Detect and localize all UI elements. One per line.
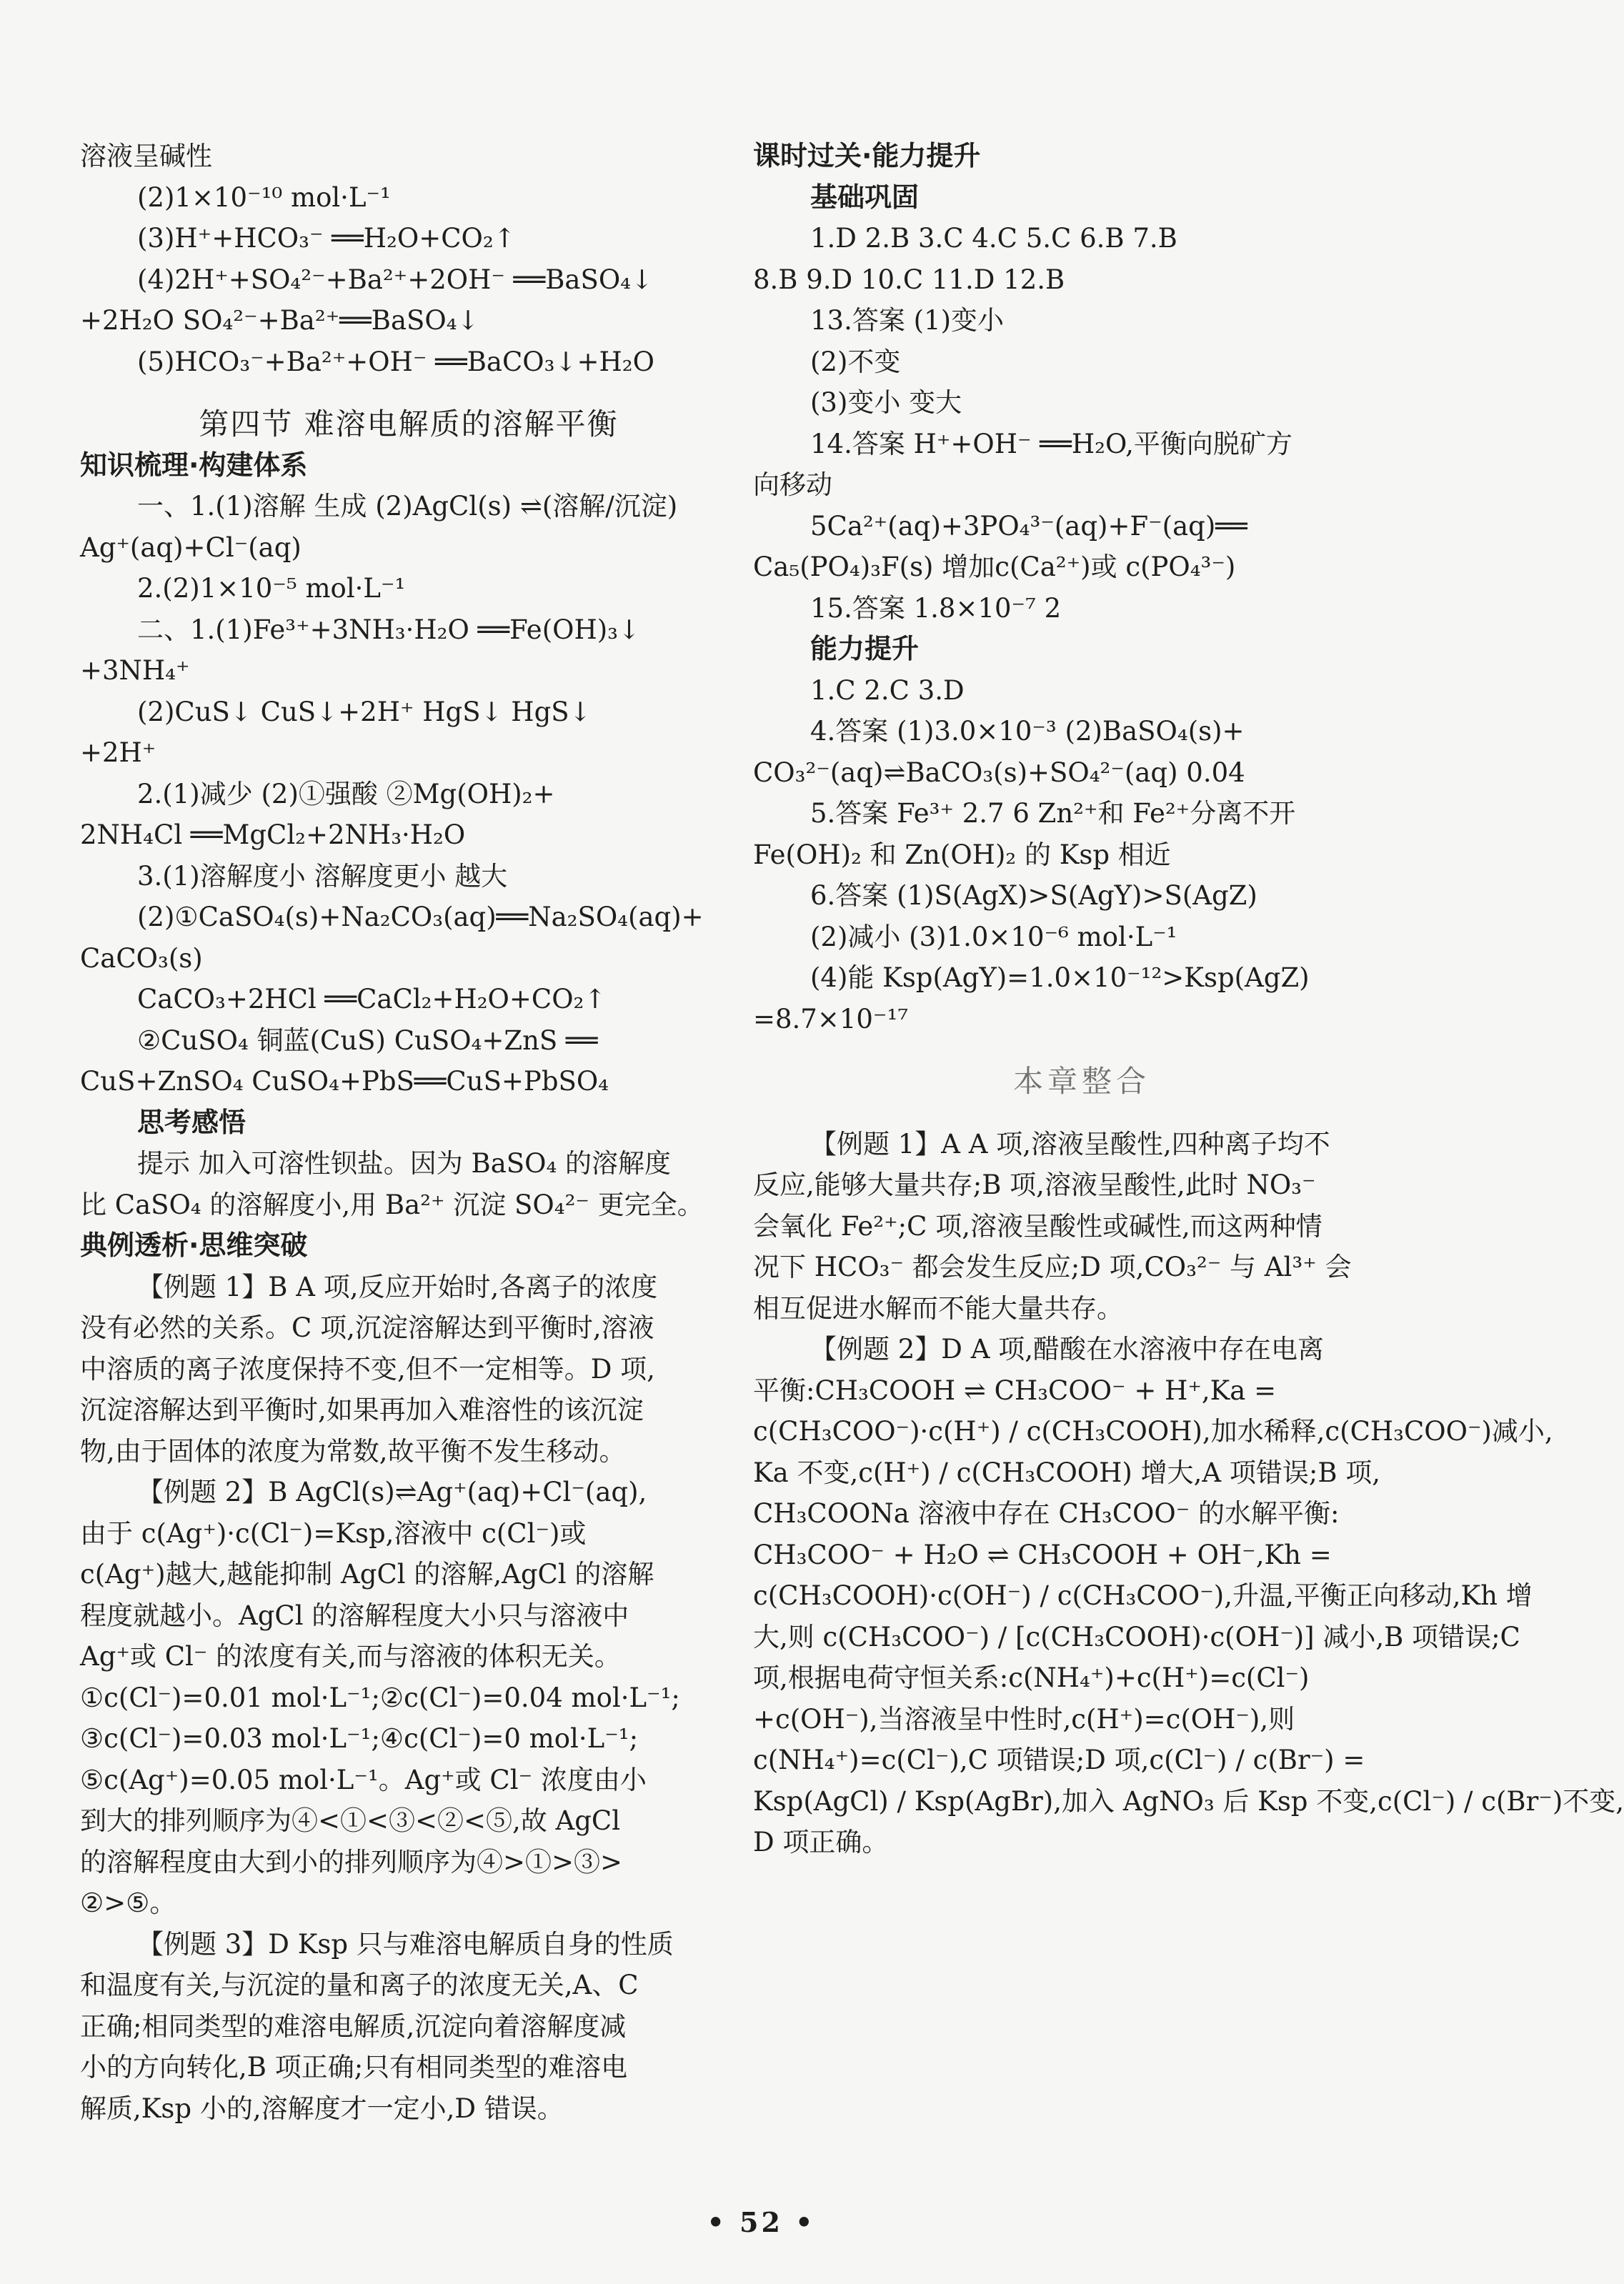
text-line: 解质,Ksp 小的,溶解度才一定小,D 错误。 — [80, 2093, 564, 2124]
text-line: (2)①CaSO₄(s)+Na₂CO₃(aq)══Na₂SO₄(aq)+ — [137, 902, 704, 932]
text-line: Ka 不变,c(H⁺) / c(CH₃COOH) 增大,A 项错误;B 项, — [753, 1457, 1381, 1488]
text-line: 13.答案 (1)变小 — [810, 305, 1005, 336]
text-line: 比 CaSO₄ 的溶解度小,用 Ba²⁺ 沉淀 SO₄²⁻ 更完全。 — [80, 1189, 704, 1220]
text-line: Ag⁺(aq)+Cl⁻(aq) — [80, 532, 302, 563]
text-line: 一、1.(1)溶解 生成 (2)AgCl(s) ⇌(溶解/沉淀) — [137, 491, 678, 522]
text-line: Ca₅(PO₄)₃F(s) 增加c(Ca²⁺)或 c(PO₄³⁻) — [753, 552, 1236, 582]
text-line: 到大的排列顺序为④<①<③<②<⑤,故 AgCl — [80, 1805, 621, 1836]
text-line: 会氧化 Fe²⁺;C 项,溶液呈酸性或碱性,而这两种情 — [753, 1210, 1322, 1242]
text-line: 1.C 2.C 3.D — [810, 674, 965, 706]
text-line: 14.答案 H⁺+OH⁻ ══H₂O,平衡向脱矿方 — [810, 428, 1292, 459]
text-line: 中溶质的离子浓度保持不变,但不一定相等。D 项, — [80, 1353, 655, 1385]
text-line: ③c(Cl⁻)=0.03 mol·L⁻¹;④c(Cl⁻)=0 mol·L⁻¹; — [80, 1723, 639, 1754]
text-line: 6.答案 (1)S(AgX)>S(AgY)>S(AgZ) — [810, 880, 1257, 911]
text-line: 的溶解程度由大到小的排列顺序为④>①>③> — [80, 1846, 623, 1877]
text-line: (2)不变 — [810, 346, 901, 377]
spacer — [753, 1102, 1410, 1124]
text-line: 2.(2)1×10⁻⁵ mol·L⁻¹ — [137, 573, 406, 604]
text-line: 8.B 9.D 10.C 11.D 12.B — [753, 264, 1065, 295]
text-line: +2H₂O SO₄²⁻+Ba²⁺══BaSO₄↓ — [80, 305, 479, 336]
text-line: 【例题 2】B AgCl(s)⇌Ag⁺(aq)+Cl⁻(aq), — [137, 1477, 647, 1507]
text-line: 物,由于固体的浓度为常数,故平衡不发生移动。 — [80, 1435, 626, 1467]
text-line: (2)1×10⁻¹⁰ mol·L⁻¹ — [137, 181, 391, 213]
section-title: 第四节 难溶电解质的溶解平衡 — [199, 407, 619, 442]
text-line: 2NH₄Cl ══MgCl₂+2NH₃·H₂O — [80, 819, 466, 850]
spacer — [80, 382, 737, 404]
subheading: 思考感悟 — [137, 1106, 246, 1138]
text-line: 由于 c(Ag⁺)·c(Cl⁻)=Ksp,溶液中 c(Cl⁻)或 — [80, 1517, 587, 1549]
text-line: D 项正确。 — [753, 1827, 889, 1857]
text-line: 【例题 1】B A 项,反应开始时,各离子的浓度 — [137, 1271, 658, 1302]
text-line: 提示 加入可溶性钡盐。因为 BaSO₄ 的溶解度 — [137, 1148, 672, 1179]
text-line: 1.D 2.B 3.C 4.C 5.C 6.B 7.B — [810, 223, 1177, 254]
text-line: CaCO₃+2HCl ══CaCl₂+H₂O+CO₂↑ — [137, 984, 607, 1014]
text-line: +2H⁺ — [80, 737, 156, 768]
text-line: 小的方向转化,B 项正确;只有相同类型的难溶电 — [80, 2052, 628, 2083]
text-line: 平衡:CH₃COOH ⇌ CH₃COO⁻ + H⁺,Ka = — [753, 1375, 1277, 1406]
text-line: 程度就越小。AgCl 的溶解程度大小只与溶液中 — [80, 1600, 629, 1631]
spacer — [753, 1039, 1410, 1061]
page-number: • 52 • — [707, 2206, 816, 2238]
text-line: 3.(1)溶解度小 溶解度更小 越大 — [137, 860, 508, 892]
text-line: 2.(1)减少 (2)①强酸 ②Mg(OH)₂+ — [137, 778, 555, 809]
text-line: CaCO₃(s) — [80, 942, 203, 974]
left-column — [80, 136, 737, 2129]
text-line: 二、1.(1)Fe³⁺+3NH₃·H₂O ══Fe(OH)₃↓ — [137, 614, 640, 645]
text-line: CH₃COO⁻ + H₂O ⇌ CH₃COOH + OH⁻,Kh = — [753, 1539, 1332, 1570]
text-line: +c(OH⁻),当溶液呈中性时,c(H⁺)=c(OH⁻),则 — [753, 1703, 1295, 1735]
text-line: c(Ag⁺)越大,越能抑制 AgCl 的溶解,AgCl 的溶解 — [80, 1559, 654, 1590]
subheading: 基础巩固 — [810, 181, 920, 213]
text-line: =8.7×10⁻¹⁷ — [753, 1003, 909, 1034]
text-line: (3)H⁺+HCO₃⁻ ══H₂O+CO₂↑ — [137, 223, 516, 254]
text-line: 和温度有关,与沉淀的量和离子的浓度无关,A、C — [80, 1970, 639, 2000]
text-line: 向移动 — [753, 469, 832, 500]
text-line: 15.答案 1.8×10⁻⁷ 2 — [810, 592, 1062, 624]
text-line: CH₃COONa 溶液中存在 CH₃COO⁻ 的水解平衡: — [753, 1498, 1340, 1529]
text-line: ②>⑤。 — [80, 1887, 176, 1918]
text-line: 大,则 c(CH₃COO⁻) / [c(CH₃COOH)·c(OH⁻)] 减小,B 项错误;C — [753, 1621, 1520, 1652]
section-label: 课时过关·能力提升 — [753, 140, 981, 171]
text-line: ①c(Cl⁻)=0.01 mol·L⁻¹;②c(Cl⁻)=0.04 mol·L⁻¹; — [80, 1682, 680, 1713]
section-label: 典例透析·思维突破 — [80, 1230, 308, 1261]
text-line: c(CH₃COOH)·c(OH⁻) / c(CH₃COO⁻),升温,平衡正向移动,Kh 增 — [753, 1580, 1533, 1611]
text-line: 4.答案 (1)3.0×10⁻³ (2)BaSO₄(s)+ — [810, 716, 1245, 747]
text-line: Ag⁺或 Cl⁻ 的浓度有关,而与溶液的体积无关。 — [80, 1641, 621, 1672]
text-line: ⑤c(Ag⁺)=0.05 mol·L⁻¹。Ag⁺或 Cl⁻ 浓度由小 — [80, 1764, 647, 1795]
text-line: Ksp(AgCl) / Ksp(AgBr),加入 AgNO₃ 后 Ksp 不变,c(Cl⁻) / c(Br⁻)不变, — [753, 1785, 1624, 1817]
text-line: (3)变小 变大 — [810, 387, 962, 418]
text-line: +3NH₄⁺ — [80, 655, 190, 686]
text-line: Fe(OH)₂ 和 Zn(OH)₂ 的 Ksp 相近 — [753, 839, 1171, 870]
text-line: (2)CuS↓ CuS↓+2H⁺ HgS↓ HgS↓ — [137, 696, 592, 727]
text-line: 正确;相同类型的难溶电解质,沉淀向着溶解度减 — [80, 2010, 627, 2042]
text-line: 况下 HCO₃⁻ 都会发生反应;D 项,CO₃²⁻ 与 Al³⁺ 会 — [753, 1252, 1352, 1282]
text-line: CuS+ZnSO₄ CuSO₄+PbS══CuS+PbSO₄ — [80, 1066, 609, 1097]
right-column — [753, 136, 1624, 1863]
text-line: (4)能 Ksp(AgY)=1.0×10⁻¹²>Ksp(AgZ) — [810, 962, 1310, 993]
text-line: (2)减小 (3)1.0×10⁻⁶ mol·L⁻¹ — [810, 921, 1177, 952]
text-line: 相互促进水解而不能大量共存。 — [753, 1292, 1123, 1324]
subheading: 能力提升 — [810, 633, 920, 664]
text-line: 溶液呈碱性 — [80, 141, 212, 171]
text-line: 没有必然的关系。C 项,沉淀溶解达到平衡时,溶液 — [80, 1312, 654, 1343]
text-line: 沉淀溶解达到平衡时,如果再加入难溶性的该沉淀 — [80, 1395, 644, 1425]
text-line: 反应,能够大量共存;B 项,溶液呈酸性,此时 NO₃⁻ — [753, 1170, 1316, 1200]
text-line: CO₃²⁻(aq)⇌BaCO₃(s)+SO₄²⁻(aq) 0.04 — [753, 757, 1245, 788]
text-line: 项,根据电荷守恒关系:c(NH₄⁺)+c(H⁺)=c(Cl⁻) — [753, 1662, 1310, 1693]
text-line: 5.答案 Fe³⁺ 2.7 6 Zn²⁺和 Fe²⁺分离不开 — [810, 798, 1296, 829]
text-line: c(CH₃COO⁻)·c(H⁺) / c(CH₃COOH),加水稀释,c(CH₃COO⁻)减小, — [753, 1416, 1553, 1447]
chapter-summary-title: 本章整合 — [1012, 1064, 1150, 1099]
text-line: c(NH₄⁺)=c(Cl⁻),C 项错误;D 项,c(Cl⁻) / c(Br⁻) = — [753, 1745, 1365, 1775]
text-line: 5Ca²⁺(aq)+3PO₄³⁻(aq)+F⁻(aq)══ — [810, 510, 1247, 542]
text-line: 【例题 1】A A 项,溶液呈酸性,四种离子均不 — [810, 1128, 1330, 1160]
text-line: (4)2H⁺+SO₄²⁻+Ba²⁺+2OH⁻ ══BaSO₄↓ — [137, 264, 653, 295]
section-label: 知识梳理·构建体系 — [80, 449, 308, 481]
text-line: ②CuSO₄ 铜蓝(CuS) CuSO₄+ZnS ══ — [137, 1024, 598, 1056]
text-line: 【例题 3】D Ksp 只与难溶电解质自身的性质 — [137, 1928, 674, 1960]
text-line: 【例题 2】D A 项,醋酸在水溶液中存在电离 — [810, 1334, 1324, 1365]
text-line: (5)HCO₃⁻+Ba²⁺+OH⁻ ══BaCO₃↓+H₂O — [137, 346, 654, 377]
